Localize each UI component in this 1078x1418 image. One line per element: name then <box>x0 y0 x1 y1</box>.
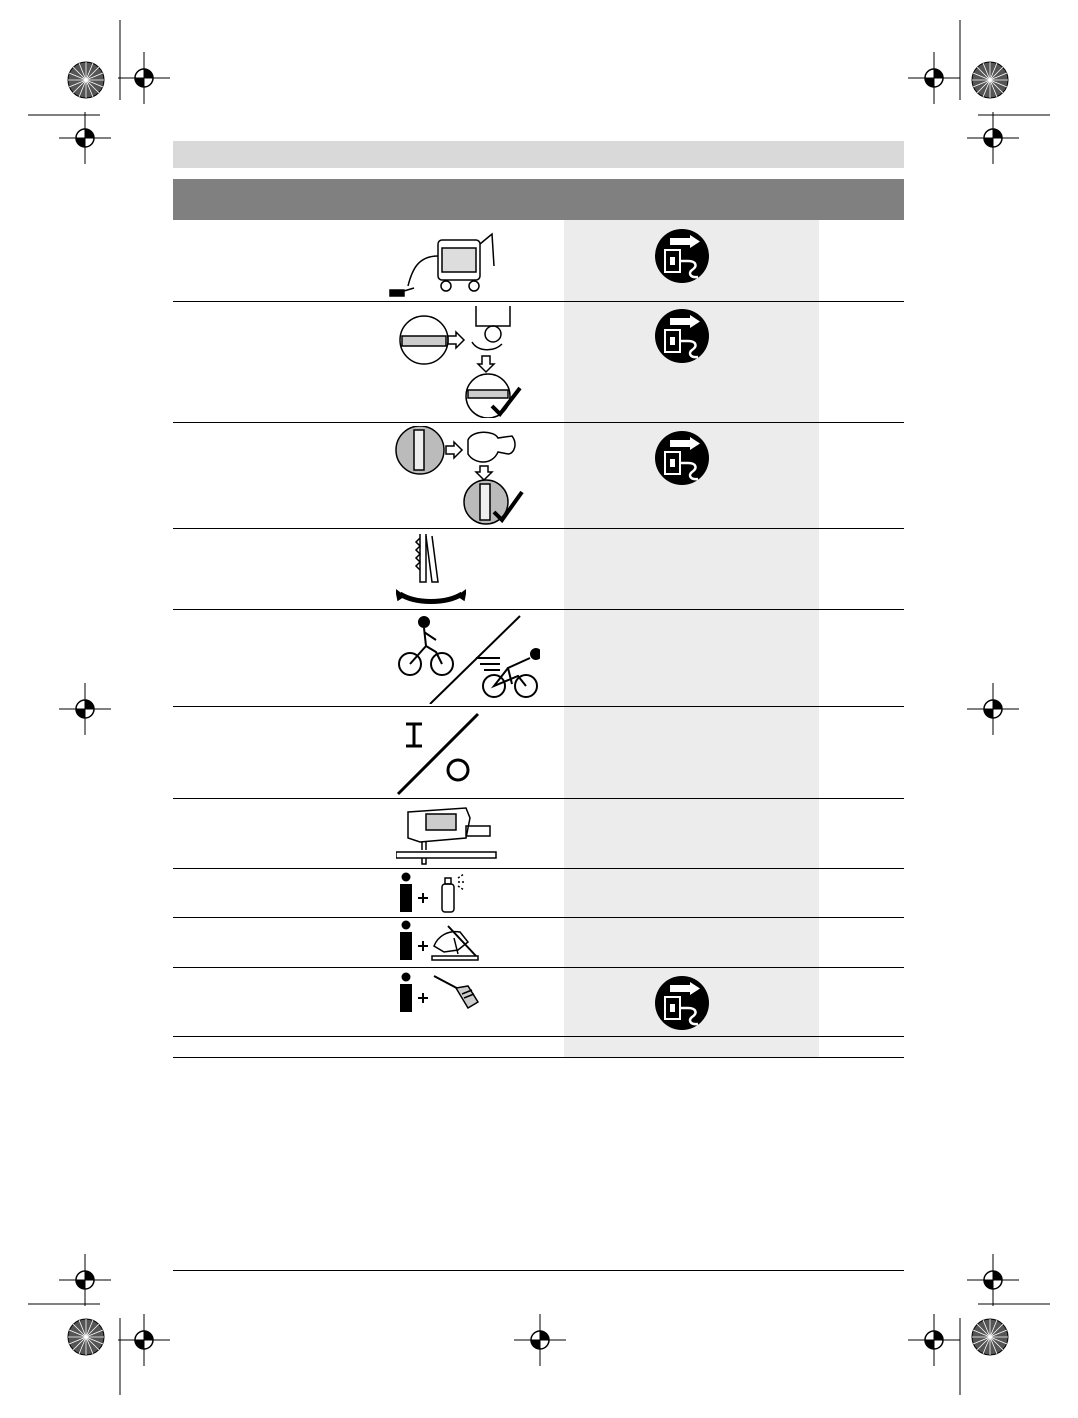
table-row <box>173 302 904 423</box>
table-row <box>173 220 904 302</box>
footer-rule <box>173 1270 904 1271</box>
table-row <box>173 799 904 869</box>
unplug-icon <box>654 975 710 1031</box>
header-bar <box>173 141 904 168</box>
blade-swing-icon <box>396 532 466 606</box>
info-brush-icon <box>398 972 482 1014</box>
blade-change-icon <box>398 306 528 418</box>
info-no-touch-icon <box>398 920 480 964</box>
table-header <box>173 179 904 220</box>
table-row <box>173 529 904 610</box>
jigsaw-icon <box>396 802 500 866</box>
table-row <box>173 968 904 1037</box>
table-row <box>173 1037 904 1058</box>
vacuum-cleaner-icon <box>388 226 513 298</box>
unplug-icon <box>654 308 710 364</box>
table-row <box>173 869 904 918</box>
unplug-icon <box>654 228 710 284</box>
speed-select-icon <box>396 614 540 704</box>
switch-on-off-icon <box>396 712 480 796</box>
unplug-icon <box>654 430 710 486</box>
table-row <box>173 423 904 529</box>
info-spray-icon <box>398 872 478 914</box>
table-row <box>173 918 904 968</box>
table-row <box>173 707 904 799</box>
splinter-guard-icon <box>394 426 528 526</box>
